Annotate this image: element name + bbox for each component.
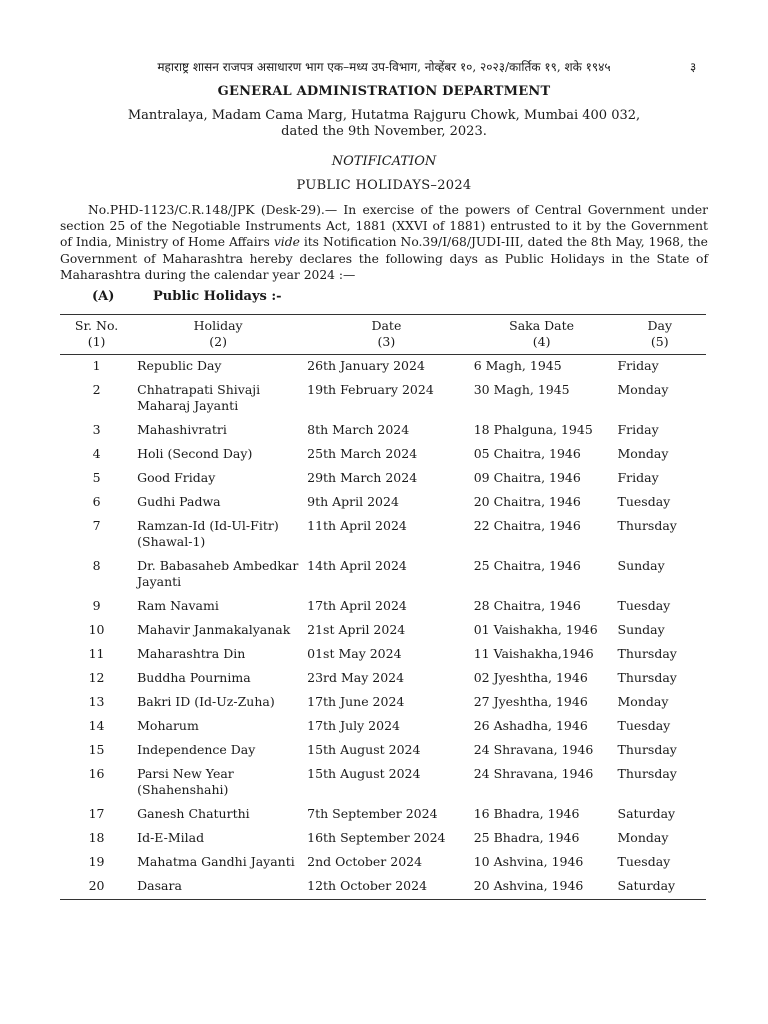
- cell-sr-no: 16: [88, 766, 105, 781]
- body-text-part-2: its Notification No.39/I/68/JUDI-III, dated the 8th May, 1968, the Government of Maharashtra hereby declares the following days as Public Holidays in the State of Maharashtra during the calendar year 2024 :—: [60, 235, 708, 282]
- cell-saka-date: 02 Jyeshtha, 1946: [473, 670, 588, 685]
- cell-saka-date: 18 Phalguna, 1945: [473, 422, 593, 437]
- cell-date: 17th July 2024: [307, 718, 400, 733]
- cell-day: Friday: [617, 358, 659, 373]
- table-row: [60, 595, 706, 619]
- cell-saka-date: 24 Shravana, 1946: [473, 742, 594, 757]
- header-date: Date (3): [303, 315, 470, 355]
- cell-sr-no: 12: [88, 670, 105, 685]
- cell-saka-date: 25 Bhadra, 1946: [473, 830, 580, 845]
- cell-holiday: Id-E-Milad: [137, 830, 205, 845]
- cell-sr-no: 13: [88, 694, 105, 709]
- address-line-1: Mantralaya, Madam Cama Marg, Hutatma Rajguru Chowk, Mumbai 400 032,: [127, 108, 641, 123]
- cell-saka-date: 20 Ashvina, 1946: [470, 875, 614, 900]
- table-row: [60, 691, 706, 715]
- table-row: [60, 643, 706, 667]
- page-number: ३: [690, 60, 697, 74]
- cell-day: Monday: [617, 446, 669, 461]
- cell-sr-no: 7: [92, 518, 101, 533]
- cell-sr-no: 19: [88, 854, 105, 869]
- cell-date: 21st April 2024: [307, 622, 406, 637]
- cell-date: 8th March 2024: [307, 422, 410, 437]
- cell-saka-date: 30 Magh, 1945: [473, 382, 570, 397]
- cell-holiday: Ram Navami: [137, 598, 219, 613]
- header-holiday: Holiday (2): [133, 315, 303, 355]
- cell-saka-date: 24 Shravana, 1946: [473, 766, 594, 781]
- cell-sr-no: 20: [60, 875, 133, 900]
- cell-holiday: Independence Day: [137, 742, 256, 757]
- cell-saka-date: 01 Vaishakha, 1946: [473, 622, 598, 637]
- table-row: [60, 715, 706, 739]
- cell-day: Thursday: [617, 766, 677, 781]
- section-title: Public Holidays :-: [153, 289, 282, 304]
- table-row: [60, 851, 706, 875]
- header-sr-no: Sr. No. (1): [60, 315, 133, 355]
- cell-date: 9th April 2024: [307, 494, 399, 509]
- table-row: [60, 443, 706, 467]
- cell-sr-no: 3: [92, 422, 101, 437]
- cell-date: 12th October 2024: [303, 875, 470, 900]
- cell-date: 19th February 2024: [307, 382, 434, 397]
- cell-saka-date: 05 Chaitra, 1946: [473, 446, 581, 461]
- cell-sr-no: 18: [88, 830, 105, 845]
- section-label: (A): [92, 289, 115, 304]
- cell-holiday: Republic Day: [137, 358, 222, 373]
- cell-saka-date: 25 Chaitra, 1946: [473, 558, 581, 573]
- header-day: Day (5): [614, 315, 707, 355]
- cell-date: 29th March 2024: [307, 470, 418, 485]
- gazette-header-line: महाराष्ट्र शासन राजपत्र असाधारण भाग एक–मध्य उप-विभाग, नोव्हेंबर १०, २०२३/कार्तिक १९, शके १९४५: [157, 60, 611, 74]
- table-row: [60, 803, 706, 827]
- cell-date: 26th January 2024: [307, 358, 425, 373]
- cell-day: Monday: [617, 382, 669, 397]
- table-row: [60, 667, 706, 691]
- cell-sr-no: 1: [92, 358, 101, 373]
- body-vide: vide: [273, 235, 300, 250]
- cell-saka-date: 26 Ashadha, 1946: [473, 718, 588, 733]
- cell-day: Tuesday: [617, 494, 671, 509]
- body-text-part-1: No.PHD-1123/C.R.148/JPK (Desk-29).— In exercise of the powers of Central Government under section 25 of the Negotiable Instruments Act, 1881 (XXVI of 1881) entrusted to it by the Government of India, Ministry of Home Affairs: [60, 203, 708, 250]
- cell-date: 17th June 2024: [307, 694, 405, 709]
- cell-sr-no: 5: [92, 470, 101, 485]
- cell-holiday: Ganesh Chaturthi: [137, 806, 250, 821]
- cell-sr-no: 9: [92, 598, 101, 613]
- cell-date: 23rd May 2024: [307, 670, 405, 685]
- cell-holiday: Ramzan-Id (Id-Ul-Fitr) (Shawal-1): [137, 518, 279, 549]
- table-row: [60, 875, 706, 900]
- cell-holiday: Good Friday: [137, 470, 216, 485]
- cell-date: 01st May 2024: [307, 646, 402, 661]
- address-date-line: dated the 9th November, 2023.: [281, 124, 487, 139]
- cell-saka-date: 22 Chaitra, 1946: [473, 518, 581, 533]
- cell-date: 11th April 2024: [307, 518, 407, 533]
- cell-saka-date: 27 Jyeshtha, 1946: [473, 694, 588, 709]
- cell-sr-no: 4: [92, 446, 101, 461]
- cell-holiday: Parsi New Year (Shahenshahi): [137, 766, 234, 797]
- header-saka-date: Saka Date (4): [470, 315, 614, 355]
- notification-subject: PUBLIC HOLIDAYS–2024: [296, 178, 472, 193]
- table-row: [60, 515, 706, 555]
- cell-holiday: Maharashtra Din: [137, 646, 246, 661]
- cell-saka-date: 16 Bhadra, 1946: [473, 806, 580, 821]
- cell-saka-date: 11 Vaishakha,1946: [473, 646, 594, 661]
- cell-day: Saturday: [614, 875, 707, 900]
- table-body: [60, 355, 706, 900]
- cell-holiday: Moharum: [137, 718, 199, 733]
- department-title: GENERAL ADMINISTRATION DEPARTMENT: [217, 84, 551, 99]
- table-row: [60, 827, 706, 851]
- cell-sr-no: 17: [88, 806, 105, 821]
- table-row: [60, 419, 706, 443]
- cell-saka-date: 28 Chaitra, 1946: [473, 598, 581, 613]
- table-row: [60, 619, 706, 643]
- table-header-row: [60, 315, 706, 355]
- cell-saka-date: 6 Magh, 1945: [473, 358, 562, 373]
- cell-day: Tuesday: [617, 718, 671, 733]
- cell-sr-no: 2: [92, 382, 101, 397]
- cell-holiday: Gudhi Padwa: [137, 494, 221, 509]
- cell-sr-no: 11: [88, 646, 105, 661]
- cell-sr-no: 15: [88, 742, 105, 757]
- cell-saka-date: 09 Chaitra, 1946: [473, 470, 581, 485]
- cell-holiday: Bakri ID (Id-Uz-Zuha): [137, 694, 275, 709]
- cell-saka-date: 10 Ashvina, 1946: [473, 854, 584, 869]
- cell-holiday: Mahavir Janmakalyanak: [137, 622, 291, 637]
- cell-holiday: Dr. Babasaheb Ambedkar Jayanti: [137, 558, 299, 589]
- cell-date: 17th April 2024: [307, 598, 407, 613]
- cell-date: 25th March 2024: [307, 446, 418, 461]
- cell-date: 15th August 2024: [307, 766, 421, 781]
- cell-day: Thursday: [617, 518, 677, 533]
- cell-day: Monday: [617, 830, 669, 845]
- cell-date: 2nd October 2024: [307, 854, 423, 869]
- table-row: [60, 467, 706, 491]
- cell-holiday: Holi (Second Day): [137, 446, 253, 461]
- cell-day: Thursday: [617, 646, 677, 661]
- cell-day: Saturday: [617, 806, 676, 821]
- table-row: [60, 555, 706, 595]
- table-row: [60, 491, 706, 515]
- cell-holiday: Dasara: [133, 875, 303, 900]
- cell-day: Friday: [617, 422, 659, 437]
- cell-sr-no: 6: [92, 494, 101, 509]
- cell-holiday: Mahashivratri: [137, 422, 227, 437]
- notification-body: [60, 202, 708, 283]
- table-row: [60, 763, 706, 803]
- cell-date: 7th September 2024: [307, 806, 438, 821]
- cell-sr-no: 10: [88, 622, 105, 637]
- address-block: [0, 108, 768, 140]
- table-row: [60, 379, 706, 419]
- table-row: [60, 355, 706, 380]
- cell-sr-no: 8: [92, 558, 101, 573]
- cell-day: Sunday: [617, 622, 665, 637]
- cell-day: Thursday: [617, 742, 677, 757]
- cell-holiday: Chhatrapati Shivaji Maharaj Jayanti: [137, 382, 261, 413]
- cell-day: Tuesday: [617, 854, 671, 869]
- cell-date: 14th April 2024: [307, 558, 407, 573]
- cell-day: Monday: [617, 694, 669, 709]
- cell-holiday: Mahatma Gandhi Jayanti: [137, 854, 295, 869]
- table-row: [60, 739, 706, 763]
- notification-label: NOTIFICATION: [331, 154, 437, 169]
- cell-date: 16th September 2024: [307, 830, 446, 845]
- holidays-table: [60, 314, 706, 900]
- cell-day: Sunday: [617, 558, 665, 573]
- cell-holiday: Buddha Pournima: [137, 670, 251, 685]
- cell-sr-no: 14: [88, 718, 105, 733]
- cell-day: Thursday: [617, 670, 677, 685]
- cell-date: 15th August 2024: [307, 742, 421, 757]
- cell-saka-date: 20 Chaitra, 1946: [473, 494, 581, 509]
- cell-day: Tuesday: [617, 598, 671, 613]
- cell-day: Friday: [617, 470, 659, 485]
